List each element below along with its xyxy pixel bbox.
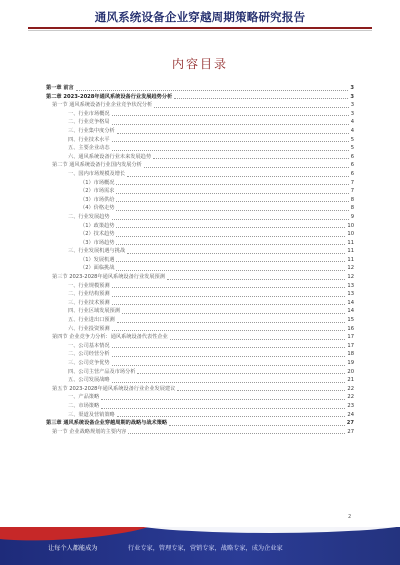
- toc-entry[interactable]: [46, 282, 354, 291]
- toc-entry[interactable]: [46, 213, 354, 222]
- toc-entry[interactable]: [46, 161, 354, 170]
- toc-entry-title: 四、公司主营产品及市场分析: [68, 368, 136, 375]
- toc-entry-page: 20: [347, 368, 354, 375]
- toc-leader-dots: [112, 365, 346, 366]
- toc-entry-page: 22: [347, 385, 354, 392]
- toc-entry[interactable]: [46, 179, 354, 188]
- footer-banner: [0, 527, 400, 565]
- toc-entry-page: 5: [350, 145, 354, 152]
- toc-entry-title: 第一节 企业战略规划的主要内容: [52, 428, 127, 435]
- toc-entry-title: 四、行业区域发展预测: [68, 308, 120, 315]
- toc-entry-title: 三、行业技术预测: [68, 299, 110, 306]
- toc-entry-page: 22: [347, 394, 354, 401]
- toc-leader-dots: [116, 227, 345, 228]
- toc-entry-page: 6: [350, 153, 354, 160]
- toc-leader-dots: [174, 98, 348, 99]
- toc-entry-page: 10: [347, 231, 354, 238]
- toc-entry-title: 四、行业技术水平: [68, 136, 110, 143]
- toc-entry-page: 4: [350, 119, 354, 126]
- toc-leader-dots: [154, 107, 348, 108]
- toc-entry[interactable]: [46, 368, 354, 377]
- toc-entry-page: 7: [350, 188, 354, 195]
- toc-entry-title: 六、通风系统设备行业未来发展趋势: [68, 153, 152, 160]
- toc-entry[interactable]: [46, 333, 354, 342]
- toc-leader-dots: [116, 193, 348, 194]
- toc-entry-title: 一、行业市场概况: [68, 110, 110, 117]
- toc-entry[interactable]: [46, 230, 354, 239]
- toc-leader-dots: [117, 133, 349, 134]
- toc-entry-title: 六、行业投资预测: [68, 325, 110, 332]
- toc-entry-title: （3）市场供给: [80, 196, 115, 203]
- toc-leader-dots: [128, 433, 345, 434]
- toc-heading: 内容目录: [171, 57, 228, 71]
- toc-leader-dots: [112, 219, 349, 220]
- toc-entry-title: 第一节 通风系统设备行业企业竞争状况分析: [52, 102, 153, 109]
- toc-leader-dots: [144, 167, 349, 168]
- toc-leader-dots: [116, 201, 348, 202]
- toc-leader-dots: [137, 373, 345, 374]
- toc-entry[interactable]: [46, 247, 354, 256]
- toc-entry[interactable]: [46, 307, 354, 316]
- toc-entry-page: 17: [347, 342, 354, 349]
- toc-entry-page: 27: [346, 420, 354, 427]
- toc-entry-title: （1）政策趋势: [80, 222, 115, 229]
- toc-entry[interactable]: [46, 393, 354, 402]
- page-number: 2: [348, 514, 352, 520]
- toc-entry-title: 二、行业竞争格局: [68, 119, 110, 126]
- toc-entry-title: 一、公司基本情况: [68, 342, 110, 349]
- toc-entry[interactable]: [46, 204, 354, 213]
- toc-entry-title: 三、行业发展机遇与挑战: [68, 248, 126, 255]
- toc-leader-dots: [101, 399, 345, 400]
- toc-entry-page: 3: [350, 110, 354, 117]
- toc-entry-title: 第二章 2023-2028年通风系统设备行业发展趋势分析: [46, 93, 173, 100]
- toc-leader-dots: [116, 210, 348, 211]
- toc-entry-title: 二、公司经营分析: [68, 351, 110, 358]
- toc-entry[interactable]: [46, 273, 354, 282]
- toc-entry[interactable]: [46, 170, 354, 179]
- toc-entry-title: 五、主要企业动态: [68, 145, 110, 152]
- toc-leader-dots: [112, 382, 346, 383]
- toc-entry-page: 15: [347, 317, 354, 324]
- toc-entry-title: （2）市场需求: [80, 188, 115, 195]
- toc-entry[interactable]: [46, 385, 354, 394]
- toc-entry[interactable]: [46, 187, 354, 196]
- toc-leader-dots: [117, 322, 346, 323]
- toc-entry-title: 第三节 2023-2028年通风系统设备行业发展预测: [52, 274, 165, 281]
- toc-entry-page: 12: [347, 265, 354, 272]
- toc-entry[interactable]: [46, 127, 354, 136]
- footer-white-wave: [120, 527, 400, 533]
- toc-entry-page: 12: [347, 274, 354, 281]
- toc-entry-page: 8: [350, 196, 354, 203]
- toc-leader-dots: [101, 408, 345, 409]
- toc-leader-dots: [127, 176, 349, 177]
- toc-leader-dots: [116, 184, 348, 185]
- toc-entry[interactable]: [46, 144, 354, 153]
- toc-entry-title: 三、行业集中度分析: [68, 127, 115, 134]
- toc-entry[interactable]: [46, 350, 354, 359]
- toc-entry-page: 13: [347, 282, 354, 289]
- toc-entry-title: （1）市场概况: [80, 179, 115, 186]
- toc-entry[interactable]: [46, 110, 354, 119]
- toc-entry-page: 11: [347, 239, 354, 246]
- toc-entry[interactable]: [46, 153, 354, 162]
- toc-entry-title: 一、国内市场规模及增长: [68, 170, 126, 177]
- toc-entry[interactable]: [46, 316, 354, 325]
- toc-entry-title: 二、市场策略: [68, 402, 100, 409]
- toc-entry-title: 第一章 前言: [46, 85, 74, 91]
- toc-entry[interactable]: [46, 196, 354, 205]
- toc-entry[interactable]: [46, 411, 354, 420]
- toc-entry-page: 17: [347, 334, 354, 341]
- toc-entry[interactable]: [46, 101, 354, 110]
- toc-entry-page: 9: [350, 213, 354, 220]
- toc-entry-page: 10: [347, 222, 354, 229]
- toc-entry-title: （1）发展机遇: [80, 256, 115, 263]
- toc-leader-dots: [76, 90, 349, 91]
- toc-entry[interactable]: [46, 256, 354, 265]
- toc-entry-title: 二、行业结构预测: [68, 291, 110, 298]
- toc-entry-page: 27: [347, 428, 354, 435]
- toc-entry-page: 5: [350, 136, 354, 143]
- toc-entry-title: 五、公司发展战略: [68, 377, 110, 384]
- toc-leader-dots: [112, 356, 346, 357]
- toc-leader-dots: [116, 270, 345, 271]
- toc-entry-title: 第五节 2023-2028年通风系统设备行业企业发展建议: [52, 385, 176, 392]
- toc-entry[interactable]: [46, 84, 354, 93]
- toc-entry[interactable]: [46, 419, 354, 428]
- toc-entry-page: 6: [350, 170, 354, 177]
- toc-entry-page: 14: [347, 308, 354, 315]
- toc-entry-page: 23: [347, 402, 354, 409]
- toc-entry-page: 24: [347, 411, 354, 418]
- toc-entry[interactable]: [46, 264, 354, 273]
- toc-entry-title: （2）面临挑战: [80, 265, 115, 272]
- toc-leader-dots: [117, 416, 346, 417]
- footer-slogan-right: 行业专家，管理专家，营销专家，战略专家，成为企业家: [128, 545, 283, 552]
- toc-leader-dots: [112, 287, 346, 288]
- toc-entry-title: （3）市场趋势: [80, 239, 115, 246]
- toc-leader-dots: [112, 296, 346, 297]
- toc-entry-page: 11: [347, 248, 354, 255]
- toc-entry-page: 3: [350, 85, 354, 91]
- toc-entry-page: 19: [347, 360, 354, 366]
- toc-entry-title: 第二节 通风系统设备行业国内发展分析: [52, 162, 142, 169]
- toc-entry-page: 16: [347, 325, 354, 332]
- header-divider-thin: [28, 30, 372, 31]
- toc-entry[interactable]: [46, 299, 354, 308]
- toc-entry-title: 三、公司竞争优势: [68, 360, 110, 366]
- table-of-contents: [46, 84, 354, 436]
- toc-entry-title: 一、行业规模预测: [68, 282, 110, 289]
- toc-entry-page: 21: [347, 377, 354, 384]
- toc-leader-dots: [116, 236, 345, 237]
- toc-entry[interactable]: [46, 136, 354, 145]
- toc-leader-dots: [177, 390, 345, 391]
- toc-entry[interactable]: [46, 428, 354, 437]
- toc-leader-dots: [170, 339, 346, 340]
- toc-entry-page: 14: [347, 299, 354, 306]
- toc-leader-dots: [127, 253, 345, 254]
- toc-entry-page: 18: [347, 351, 354, 358]
- toc-entry-title: 五、行业进出口预测: [68, 317, 115, 324]
- toc-leader-dots: [116, 261, 345, 262]
- toc-entry[interactable]: [46, 342, 354, 351]
- toc-leader-dots: [116, 244, 345, 245]
- toc-leader-dots: [112, 124, 349, 125]
- toc-entry[interactable]: [46, 376, 354, 385]
- toc-leader-dots: [167, 279, 345, 280]
- toc-entry-title: 第四节 企业竞争力分析：通风系统设备代表性企业: [52, 334, 168, 341]
- toc-entry[interactable]: [46, 359, 354, 368]
- toc-entry-page: 4: [350, 127, 354, 134]
- toc-leader-dots: [122, 313, 346, 314]
- toc-entry[interactable]: [46, 118, 354, 127]
- toc-entry-title: （4）价格走势: [80, 205, 115, 212]
- footer-slogan-left: 让每个人都能成为: [48, 545, 98, 552]
- toc-leader-dots: [112, 150, 349, 151]
- toc-entry-page: 7: [350, 179, 354, 186]
- toc-entry-page: 13: [347, 291, 354, 298]
- toc-entry[interactable]: [46, 222, 354, 231]
- header-divider: [28, 27, 372, 29]
- toc-entry[interactable]: [46, 325, 354, 334]
- toc-entry[interactable]: [46, 239, 354, 248]
- toc-entry-page: 8: [350, 205, 354, 212]
- toc-entry-page: 11: [347, 256, 354, 263]
- toc-entry-title: 三、渠道及营销策略: [68, 411, 115, 418]
- toc-entry[interactable]: [46, 290, 354, 299]
- toc-leader-dots: [112, 141, 349, 142]
- toc-leader-dots: [112, 330, 346, 331]
- toc-entry-page: 3: [350, 93, 354, 100]
- toc-entry-page: 6: [350, 162, 354, 169]
- toc-leader-dots: [112, 347, 346, 348]
- toc-leader-dots: [112, 115, 349, 116]
- toc-leader-dots: [112, 304, 346, 305]
- toc-entry-title: 第三章 通风系统设备企业穿越周期的战略与战术策略: [46, 420, 168, 427]
- toc-entry-title: （2）技术趋势: [80, 231, 115, 238]
- toc-entry[interactable]: [46, 402, 354, 411]
- toc-entry[interactable]: [46, 93, 354, 102]
- toc-entry-page: 3: [350, 102, 354, 109]
- toc-entry-title: 一、产品策略: [68, 394, 100, 401]
- toc-entry-title: 二、行业发展趋势: [68, 213, 110, 220]
- header-title: 通风系统设备企业穿越周期策略研究报告: [94, 10, 306, 24]
- toc-leader-dots: [169, 425, 345, 426]
- toc-leader-dots: [153, 158, 349, 159]
